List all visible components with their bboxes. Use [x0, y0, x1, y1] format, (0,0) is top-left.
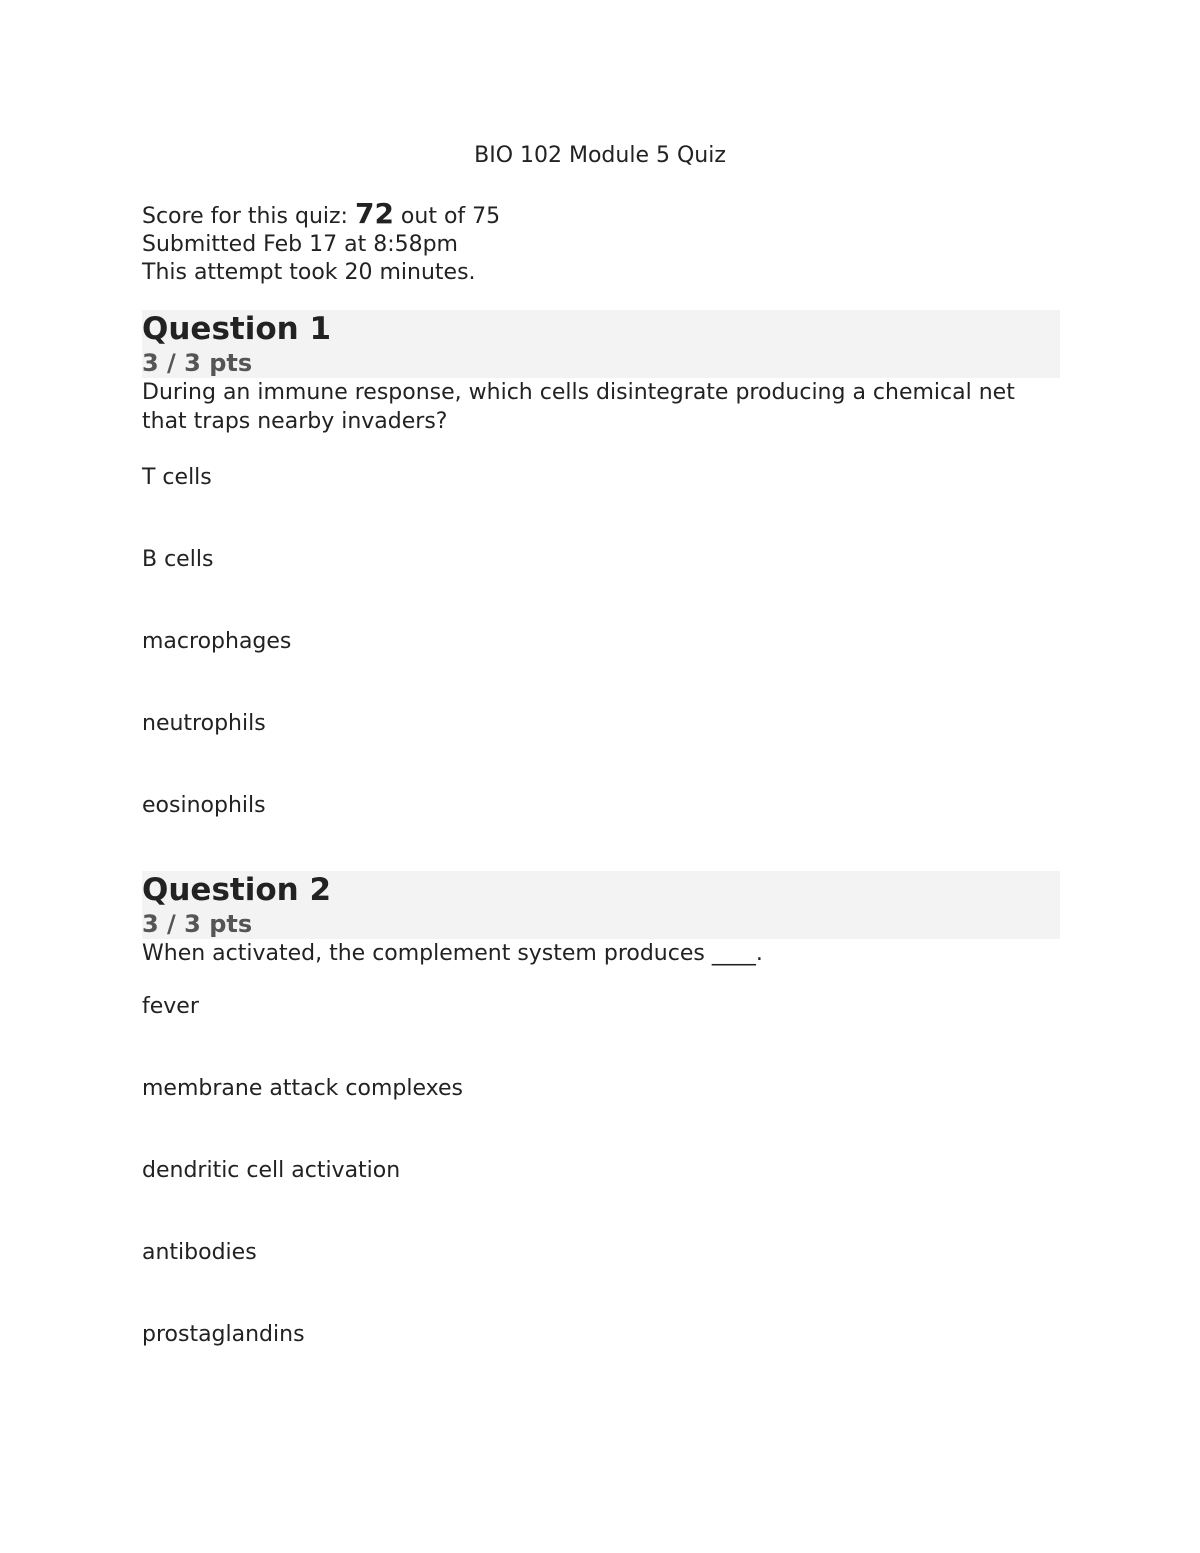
- question-points: 3 / 3 pts: [142, 349, 253, 377]
- question-title: Question 2: [142, 872, 332, 908]
- question-text: During an immune response, which cells disintegrate producing a chemical net that traps nearby invaders?: [142, 380, 1015, 434]
- quiz-summary: [142, 197, 501, 287]
- answer-option[interactable]: fever: [142, 994, 199, 1019]
- answer-option[interactable]: prostaglandins: [142, 1322, 305, 1347]
- question-2: [142, 871, 1060, 1350]
- answer-list: [142, 992, 1060, 1350]
- submitted-line: Submitted Feb 17 at 8:58pm: [142, 232, 458, 257]
- score-line: [142, 197, 501, 231]
- question-header: [142, 871, 1060, 939]
- question-text: When activated, the complement system produces ____.: [142, 941, 763, 966]
- score-value: 72: [354, 197, 394, 230]
- question-header: [142, 310, 1060, 378]
- quiz-title: BIO 102 Module 5 Quiz: [474, 143, 726, 168]
- question-1: [142, 310, 1060, 821]
- answer-option[interactable]: macrophages: [142, 629, 292, 654]
- answer-option[interactable]: T cells: [142, 465, 212, 490]
- answer-option[interactable]: antibodies: [142, 1240, 257, 1265]
- answer-option[interactable]: eosinophils: [142, 793, 266, 818]
- score-label: Score for this quiz:: [142, 204, 355, 229]
- answer-option[interactable]: dendritic cell activation: [142, 1158, 401, 1183]
- answer-list: [142, 463, 1060, 821]
- duration-line: This attempt took 20 minutes.: [142, 260, 476, 285]
- question-title: Question 1: [142, 311, 332, 347]
- answer-option[interactable]: membrane attack complexes: [142, 1076, 463, 1101]
- answer-option[interactable]: neutrophils: [142, 711, 266, 736]
- answer-option[interactable]: B cells: [142, 547, 214, 572]
- score-total: out of 75: [393, 204, 501, 229]
- question-points: 3 / 3 pts: [142, 910, 253, 938]
